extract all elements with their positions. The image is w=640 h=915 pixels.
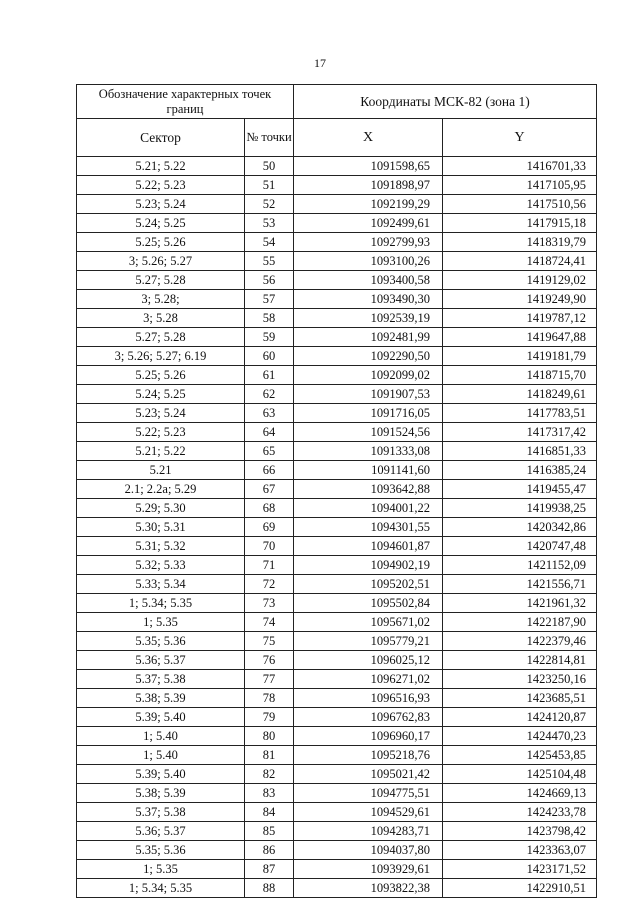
y-coordinate-cell: 1421152,09 <box>443 556 597 575</box>
point-number-cell: 59 <box>245 328 294 347</box>
x-coordinate-cell: 1095671,02 <box>294 613 443 632</box>
table-row <box>77 651 597 670</box>
y-coordinate-cell: 1423250,16 <box>443 670 597 689</box>
y-coordinate-cell: 1418724,41 <box>443 252 597 271</box>
sector-cell: 5.31; 5.32 <box>77 537 245 556</box>
y-coordinate-cell: 1423798,42 <box>443 822 597 841</box>
table-row <box>77 727 597 746</box>
point-number-cell: 83 <box>245 784 294 803</box>
x-coordinate-cell: 1091598,65 <box>294 157 443 176</box>
point-number-cell: 69 <box>245 518 294 537</box>
x-coordinate-cell: 1094775,51 <box>294 784 443 803</box>
point-number-cell: 72 <box>245 575 294 594</box>
y-coordinate-cell: 1417915,18 <box>443 214 597 233</box>
table-header <box>77 85 597 157</box>
header-coordinate-system: Координаты МСК-82 (зона 1) <box>294 85 597 119</box>
x-coordinate-cell: 1096960,17 <box>294 727 443 746</box>
point-number-cell: 71 <box>245 556 294 575</box>
y-coordinate-cell: 1419787,12 <box>443 309 597 328</box>
sector-cell: 5.21 <box>77 461 245 480</box>
y-coordinate-cell: 1423685,51 <box>443 689 597 708</box>
point-number-cell: 86 <box>245 841 294 860</box>
table-row <box>77 822 597 841</box>
sector-cell: 1; 5.34; 5.35 <box>77 879 245 898</box>
point-number-cell: 54 <box>245 233 294 252</box>
table-body <box>77 157 597 898</box>
y-coordinate-cell: 1420747,48 <box>443 537 597 556</box>
point-number-cell: 73 <box>245 594 294 613</box>
table-row <box>77 746 597 765</box>
sector-cell: 5.36; 5.37 <box>77 822 245 841</box>
x-coordinate-cell: 1091141,60 <box>294 461 443 480</box>
y-coordinate-cell: 1420342,86 <box>443 518 597 537</box>
x-coordinate-cell: 1093822,38 <box>294 879 443 898</box>
sector-cell: 5.24; 5.25 <box>77 214 245 233</box>
point-number-cell: 62 <box>245 385 294 404</box>
header-designation: Обозначение характерных точек границ <box>77 85 294 119</box>
table-row <box>77 214 597 233</box>
sector-cell: 5.29; 5.30 <box>77 499 245 518</box>
x-coordinate-cell: 1092290,50 <box>294 347 443 366</box>
x-coordinate-cell: 1091898,97 <box>294 176 443 195</box>
table-row <box>77 575 597 594</box>
y-coordinate-cell: 1421961,32 <box>443 594 597 613</box>
header-y: Y <box>443 119 597 157</box>
table-row <box>77 328 597 347</box>
point-number-cell: 64 <box>245 423 294 442</box>
point-number-cell: 79 <box>245 708 294 727</box>
sector-cell: 5.27; 5.28 <box>77 271 245 290</box>
sector-cell: 1; 5.40 <box>77 746 245 765</box>
sector-cell: 2.1; 2.2a; 5.29 <box>77 480 245 499</box>
x-coordinate-cell: 1094601,87 <box>294 537 443 556</box>
x-coordinate-cell: 1092199,29 <box>294 195 443 214</box>
table-row <box>77 309 597 328</box>
table-row <box>77 537 597 556</box>
y-coordinate-cell: 1419249,90 <box>443 290 597 309</box>
y-coordinate-cell: 1422379,46 <box>443 632 597 651</box>
x-coordinate-cell: 1091907,53 <box>294 385 443 404</box>
table-row <box>77 499 597 518</box>
header-point-number: № точки <box>245 119 294 157</box>
table-row <box>77 366 597 385</box>
y-coordinate-cell: 1419647,88 <box>443 328 597 347</box>
header-row-1 <box>77 85 597 119</box>
point-number-cell: 60 <box>245 347 294 366</box>
header-x: X <box>294 119 443 157</box>
y-coordinate-cell: 1416385,24 <box>443 461 597 480</box>
x-coordinate-cell: 1091524,56 <box>294 423 443 442</box>
y-coordinate-cell: 1421556,71 <box>443 575 597 594</box>
x-coordinate-cell: 1091333,08 <box>294 442 443 461</box>
point-number-cell: 85 <box>245 822 294 841</box>
table-row <box>77 252 597 271</box>
point-number-cell: 53 <box>245 214 294 233</box>
x-coordinate-cell: 1095502,84 <box>294 594 443 613</box>
point-number-cell: 61 <box>245 366 294 385</box>
table-row <box>77 233 597 252</box>
table-row <box>77 518 597 537</box>
point-number-cell: 51 <box>245 176 294 195</box>
y-coordinate-cell: 1424120,87 <box>443 708 597 727</box>
table-row <box>77 423 597 442</box>
point-number-cell: 68 <box>245 499 294 518</box>
point-number-cell: 81 <box>245 746 294 765</box>
y-coordinate-cell: 1418249,61 <box>443 385 597 404</box>
table-row <box>77 689 597 708</box>
x-coordinate-cell: 1096025,12 <box>294 651 443 670</box>
x-coordinate-cell: 1094037,80 <box>294 841 443 860</box>
sector-cell: 5.30; 5.31 <box>77 518 245 537</box>
sector-cell: 5.35; 5.36 <box>77 841 245 860</box>
point-number-cell: 63 <box>245 404 294 423</box>
sector-cell: 5.33; 5.34 <box>77 575 245 594</box>
coordinates-table <box>76 84 597 898</box>
table-row <box>77 176 597 195</box>
x-coordinate-cell: 1094001,22 <box>294 499 443 518</box>
sector-cell: 5.23; 5.24 <box>77 195 245 214</box>
x-coordinate-cell: 1092499,61 <box>294 214 443 233</box>
x-coordinate-cell: 1095202,51 <box>294 575 443 594</box>
y-coordinate-cell: 1416851,33 <box>443 442 597 461</box>
sector-cell: 5.38; 5.39 <box>77 689 245 708</box>
sector-cell: 5.25; 5.26 <box>77 366 245 385</box>
sector-cell: 3; 5.26; 5.27 <box>77 252 245 271</box>
x-coordinate-cell: 1092481,99 <box>294 328 443 347</box>
x-coordinate-cell: 1093929,61 <box>294 860 443 879</box>
point-number-cell: 84 <box>245 803 294 822</box>
y-coordinate-cell: 1422910,51 <box>443 879 597 898</box>
point-number-cell: 78 <box>245 689 294 708</box>
y-coordinate-cell: 1419455,47 <box>443 480 597 499</box>
x-coordinate-cell: 1096762,83 <box>294 708 443 727</box>
table-row <box>77 670 597 689</box>
sector-cell: 1; 5.34; 5.35 <box>77 594 245 613</box>
table-row <box>77 385 597 404</box>
sector-cell: 5.27; 5.28 <box>77 328 245 347</box>
sector-cell: 5.35; 5.36 <box>77 632 245 651</box>
x-coordinate-cell: 1093400,58 <box>294 271 443 290</box>
sector-cell: 5.37; 5.38 <box>77 670 245 689</box>
table-row <box>77 480 597 499</box>
y-coordinate-cell: 1417783,51 <box>443 404 597 423</box>
table-row <box>77 271 597 290</box>
table-row <box>77 860 597 879</box>
header-row-2 <box>77 119 597 157</box>
x-coordinate-cell: 1094301,55 <box>294 518 443 537</box>
sector-cell: 5.21; 5.22 <box>77 442 245 461</box>
point-number-cell: 55 <box>245 252 294 271</box>
point-number-cell: 67 <box>245 480 294 499</box>
sector-cell: 5.39; 5.40 <box>77 708 245 727</box>
y-coordinate-cell: 1416701,33 <box>443 157 597 176</box>
point-number-cell: 87 <box>245 860 294 879</box>
sector-cell: 1; 5.40 <box>77 727 245 746</box>
x-coordinate-cell: 1095779,21 <box>294 632 443 651</box>
sector-cell: 5.24; 5.25 <box>77 385 245 404</box>
table-row <box>77 442 597 461</box>
sector-cell: 5.25; 5.26 <box>77 233 245 252</box>
y-coordinate-cell: 1422187,90 <box>443 613 597 632</box>
sector-cell: 5.22; 5.23 <box>77 176 245 195</box>
table-row <box>77 803 597 822</box>
x-coordinate-cell: 1095218,76 <box>294 746 443 765</box>
y-coordinate-cell: 1423171,52 <box>443 860 597 879</box>
table-row <box>77 290 597 309</box>
page-number: 17 <box>314 56 326 70</box>
y-coordinate-cell: 1417105,95 <box>443 176 597 195</box>
header-sector: Сектор <box>77 119 245 157</box>
x-coordinate-cell: 1093490,30 <box>294 290 443 309</box>
table-row <box>77 841 597 860</box>
y-coordinate-cell: 1425453,85 <box>443 746 597 765</box>
y-coordinate-cell: 1418715,70 <box>443 366 597 385</box>
table-row <box>77 195 597 214</box>
x-coordinate-cell: 1091716,05 <box>294 404 443 423</box>
table-row <box>77 157 597 176</box>
point-number-cell: 66 <box>245 461 294 480</box>
table-row <box>77 594 597 613</box>
y-coordinate-cell: 1424669,13 <box>443 784 597 803</box>
sector-cell: 5.36; 5.37 <box>77 651 245 670</box>
table-row <box>77 632 597 651</box>
sector-cell: 1; 5.35 <box>77 613 245 632</box>
point-number-cell: 56 <box>245 271 294 290</box>
point-number-cell: 80 <box>245 727 294 746</box>
y-coordinate-cell: 1419129,02 <box>443 271 597 290</box>
x-coordinate-cell: 1092799,93 <box>294 233 443 252</box>
x-coordinate-cell: 1096271,02 <box>294 670 443 689</box>
table-row <box>77 556 597 575</box>
point-number-cell: 74 <box>245 613 294 632</box>
y-coordinate-cell: 1417510,56 <box>443 195 597 214</box>
x-coordinate-cell: 1093642,88 <box>294 480 443 499</box>
y-coordinate-cell: 1424470,23 <box>443 727 597 746</box>
point-number-cell: 70 <box>245 537 294 556</box>
point-number-cell: 52 <box>245 195 294 214</box>
point-number-cell: 50 <box>245 157 294 176</box>
point-number-cell: 75 <box>245 632 294 651</box>
y-coordinate-cell: 1424233,78 <box>443 803 597 822</box>
point-number-cell: 58 <box>245 309 294 328</box>
point-number-cell: 57 <box>245 290 294 309</box>
sector-cell: 5.32; 5.33 <box>77 556 245 575</box>
point-number-cell: 77 <box>245 670 294 689</box>
sector-cell: 5.38; 5.39 <box>77 784 245 803</box>
sector-cell: 5.22; 5.23 <box>77 423 245 442</box>
point-number-cell: 65 <box>245 442 294 461</box>
sector-cell: 5.21; 5.22 <box>77 157 245 176</box>
x-coordinate-cell: 1096516,93 <box>294 689 443 708</box>
x-coordinate-cell: 1093100,26 <box>294 252 443 271</box>
sector-cell: 1; 5.35 <box>77 860 245 879</box>
point-number-cell: 82 <box>245 765 294 784</box>
x-coordinate-cell: 1094283,71 <box>294 822 443 841</box>
x-coordinate-cell: 1094902,19 <box>294 556 443 575</box>
table-row <box>77 347 597 366</box>
x-coordinate-cell: 1092539,19 <box>294 309 443 328</box>
sector-cell: 5.23; 5.24 <box>77 404 245 423</box>
x-coordinate-cell: 1094529,61 <box>294 803 443 822</box>
table-row <box>77 461 597 480</box>
y-coordinate-cell: 1417317,42 <box>443 423 597 442</box>
y-coordinate-cell: 1423363,07 <box>443 841 597 860</box>
point-number-cell: 76 <box>245 651 294 670</box>
sector-cell: 5.39; 5.40 <box>77 765 245 784</box>
sector-cell: 5.37; 5.38 <box>77 803 245 822</box>
y-coordinate-cell: 1419181,79 <box>443 347 597 366</box>
x-coordinate-cell: 1095021,42 <box>294 765 443 784</box>
y-coordinate-cell: 1425104,48 <box>443 765 597 784</box>
point-number-cell: 88 <box>245 879 294 898</box>
table-row <box>77 784 597 803</box>
sector-cell: 3; 5.28 <box>77 309 245 328</box>
table-row <box>77 765 597 784</box>
table-row <box>77 879 597 898</box>
table-row <box>77 708 597 727</box>
sector-cell: 3; 5.26; 5.27; 6.19 <box>77 347 245 366</box>
sector-cell: 3; 5.28; <box>77 290 245 309</box>
table-row <box>77 404 597 423</box>
y-coordinate-cell: 1419938,25 <box>443 499 597 518</box>
table-row <box>77 613 597 632</box>
y-coordinate-cell: 1422814,81 <box>443 651 597 670</box>
y-coordinate-cell: 1418319,79 <box>443 233 597 252</box>
x-coordinate-cell: 1092099,02 <box>294 366 443 385</box>
